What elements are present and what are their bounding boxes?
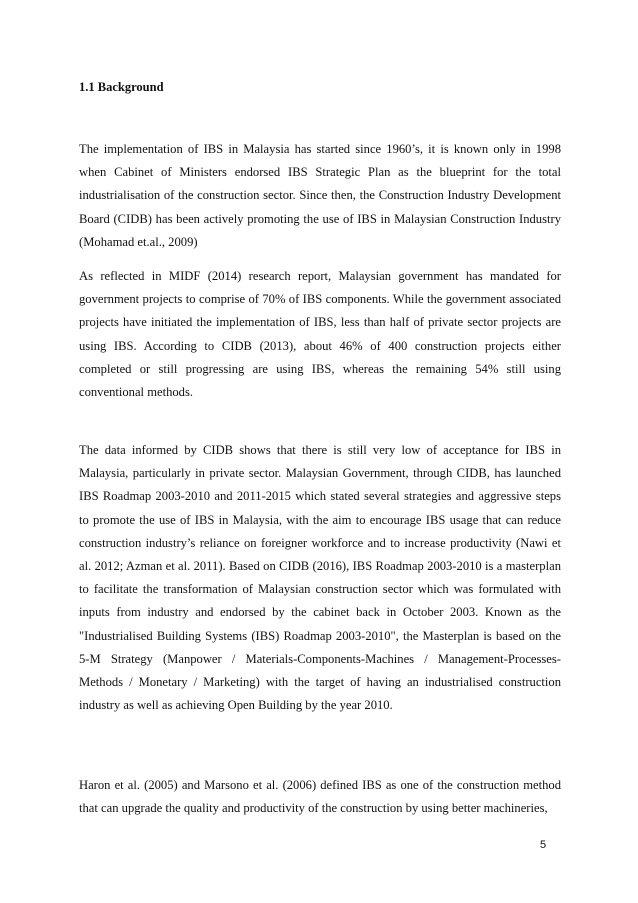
paragraph-1: The implementation of IBS in Malaysia has started since 1960’s, it is known only in 1998 when Cabinet of Ministers endorsed IBS Strategic Plan as the blueprint for the total industrialisation of the construction sector. Since then, the Construction Industry Development Board (CIDB) has been actively promoting the use of IBS in Malaysian Construction Industry (Mohamad et.al., 2009) [79, 142, 561, 249]
paragraph-3: The data informed by CIDB shows that there is still very low of acceptance for IBS in Malaysia, particularly in private sector. Malaysian Government, through CIDB, has launched IBS Roadmap 2003-2010 and 2011-2015 which stated several strategies and aggressive steps to promote the use of IBS in Malaysia, with the aim to encourage IBS usage that can reduce construction industry’s reliance on foreigner workforce and to increase productivity (Nawi et al. 2012; Azman et al. 2011). Based on CIDB (2016), IBS Roadmap 2003-2010 is a masterplan to facilitate the transformation of Malaysian construction sector which was formulated with inputs from industry and endorsed by the cabinet back in October 2003. Known as the "Industrialised Building Systems (IBS) Roadmap 2003-2010", the Masterplan is based on the 5-M Strategy (Manpower / Materials-Components-Machines / Management-Processes-Methods / Monetary / Marketing) with the target of having an industrialised construction industry as well as achieving Open Building by the year 2010. [79, 443, 561, 713]
section-heading: 1.1 Background [79, 80, 164, 94]
paragraph-4: Haron et al. (2005) and Marsono et al. (2006) defined IBS as one of the construction method that can upgrade the quality and productivity of the construction by using better machineries, [79, 778, 561, 816]
paragraph-2: As reflected in MIDF (2014) research report, Malaysian government has mandated for government projects to comprise of 70% of IBS components. While the government associated projects have initiated the implementation of IBS, less than half of private sector projects are using IBS. According to CIDB (2013), about 46% of 400 construction projects either completed or still progressing are using IBS, whereas the remaining 54% still using conventional methods. [79, 269, 561, 400]
page-number: 5 [540, 839, 547, 851]
